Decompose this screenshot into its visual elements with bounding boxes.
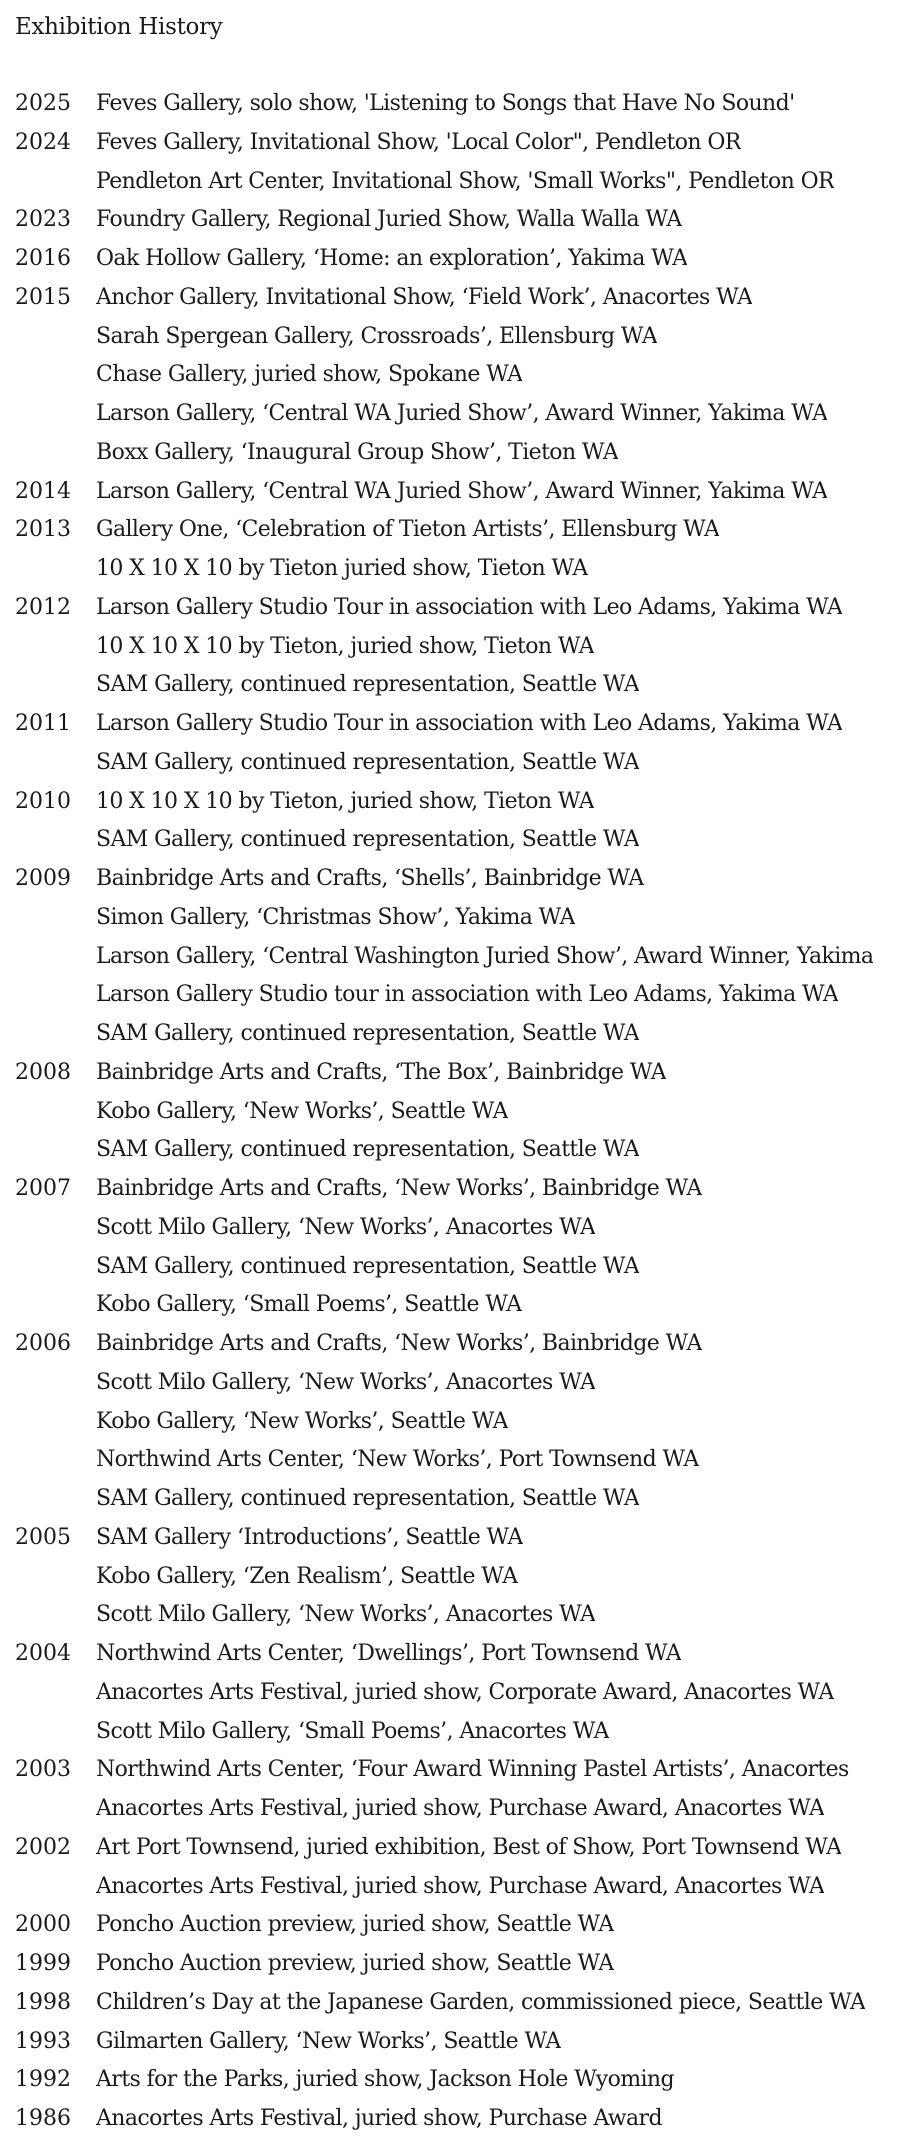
- exhibition-entry: Poncho Auction preview, juried show, Seattle WA: [96, 1951, 614, 1976]
- exhibition-year: 2008: [15, 1059, 71, 1085]
- exhibition-entry: Foundry Gallery, Regional Juried Show, Walla Walla WA: [96, 207, 682, 233]
- exhibition-entry: Scott Milo Gallery, ‘New Works’, Anacortes WA: [96, 1214, 596, 1240]
- exhibition-row: [0, 784, 907, 823]
- exhibition-year: 2024: [15, 129, 71, 155]
- exhibition-year: 2009: [15, 866, 71, 891]
- exhibition-year: 2002: [15, 1834, 71, 1860]
- exhibition-row: [0, 86, 907, 125]
- exhibition-entry: Scott Milo Gallery, ‘New Works’, Anacortes WA: [96, 1369, 596, 1395]
- exhibition-row: [0, 939, 907, 978]
- exhibition-entry: Kobo Gallery, ‘New Works’, Seattle WA: [96, 1408, 508, 1434]
- exhibition-row: [0, 861, 907, 900]
- exhibition-entry: Larson Gallery Studio Tour in association with Leo Adams, Yakima WA: [96, 711, 843, 736]
- exhibition-year: 1986: [15, 2106, 71, 2131]
- exhibition-row: [0, 745, 907, 784]
- exhibition-entry: Anacortes Arts Festival, juried show, Purchase Award, Anacortes WA: [96, 1873, 825, 1899]
- exhibition-row: [0, 1830, 907, 1869]
- exhibition-year: 2011: [15, 711, 71, 736]
- exhibition-entry: Gallery One, ‘Celebration of Tieton Artists’, Ellensburg WA: [96, 517, 720, 543]
- exhibition-row: [0, 1094, 907, 1133]
- exhibition-entry: Feves Gallery, solo show, 'Listening to Songs that Have No Sound': [96, 91, 795, 116]
- exhibition-entry: SAM Gallery, continued representation, Seattle WA: [96, 827, 640, 853]
- exhibition-row: [0, 706, 907, 745]
- exhibition-entry: Bainbridge Arts and Crafts, ‘New Works’, Bainbridge WA: [96, 1176, 702, 1201]
- exhibition-entry: 10 X 10 X 10 by Tieton juried show, Tieton WA: [96, 556, 588, 581]
- exhibition-entry: Gilmarten Gallery, ‘New Works’, Seattle WA: [96, 2028, 561, 2054]
- exhibition-entry: Northwind Arts Center, ‘Four Award Winning Pastel Artists’, Anacortes: [96, 1757, 849, 1783]
- exhibition-row: [0, 1365, 907, 1404]
- exhibition-year: 2007: [15, 1176, 71, 1201]
- exhibition-row: [0, 512, 907, 551]
- exhibition-year: 1998: [15, 1989, 71, 2015]
- exhibition-entry: 10 X 10 X 10 by Tieton, juried show, Tieton WA: [96, 788, 595, 814]
- exhibition-entry: Anacortes Arts Festival, juried show, Corporate Award, Anacortes WA: [96, 1679, 834, 1705]
- exhibition-row: [0, 667, 907, 706]
- exhibition-entry: Arts for the Parks, juried show, Jackson Hole Wyoming: [96, 2067, 674, 2093]
- exhibition-row: [0, 1287, 907, 1326]
- exhibition-entry: Feves Gallery, Invitational Show, 'Local Color", Pendleton OR: [96, 129, 741, 155]
- exhibition-row: [0, 396, 907, 435]
- exhibition-row: [0, 1404, 907, 1443]
- exhibition-entry: Scott Milo Gallery, ‘Small Poems’, Anacortes WA: [96, 1718, 609, 1744]
- exhibition-row: [0, 1559, 907, 1598]
- exhibition-entry: Northwind Arts Center, ‘New Works’, Port Townsend WA: [96, 1447, 699, 1473]
- exhibition-year: 2013: [15, 517, 71, 543]
- exhibition-row: [0, 900, 907, 939]
- exhibition-entry: Poncho Auction preview, juried show, Seattle WA: [96, 1912, 614, 1938]
- exhibition-row: [0, 629, 907, 668]
- exhibition-entry: 10 X 10 X 10 by Tieton, juried show, Tieton WA: [96, 633, 595, 659]
- exhibition-year: 2012: [15, 594, 71, 620]
- exhibition-entry: Children’s Day at the Japanese Garden, commissioned piece, Seattle WA: [96, 1989, 866, 2015]
- exhibition-row: [0, 474, 907, 513]
- exhibition-row: [0, 977, 907, 1016]
- exhibition-row: [0, 1055, 907, 1094]
- exhibition-row: [0, 1442, 907, 1481]
- exhibition-row: [0, 435, 907, 474]
- exhibition-entry: Larson Gallery, ‘Central WA Juried Show’, Award Winner, Yakima WA: [96, 478, 828, 504]
- exhibition-year: 2025: [15, 91, 71, 116]
- exhibition-year: 2023: [15, 207, 71, 233]
- exhibition-entry: SAM Gallery ‘Introductions’, Seattle WA: [96, 1524, 523, 1550]
- exhibition-entry: Larson Gallery Studio Tour in association with Leo Adams, Yakima WA: [96, 594, 843, 620]
- exhibition-year: 2016: [15, 246, 71, 271]
- exhibition-row: [0, 1132, 907, 1171]
- exhibition-list: [0, 86, 907, 2140]
- exhibition-row: [0, 1791, 907, 1830]
- exhibition-row: [0, 164, 907, 203]
- exhibition-entry: Bainbridge Arts and Crafts, ‘The Box’, Bainbridge WA: [96, 1059, 667, 1085]
- exhibition-entry: Kobo Gallery, ‘Zen Realism’, Seattle WA: [96, 1563, 518, 1589]
- exhibition-row: [0, 319, 907, 358]
- exhibition-entry: Scott Milo Gallery, ‘New Works’, Anacortes WA: [96, 1602, 596, 1628]
- exhibition-row: [0, 241, 907, 280]
- exhibition-entry: SAM Gallery, continued representation, Seattle WA: [96, 1021, 640, 1046]
- exhibition-row: [0, 2062, 907, 2101]
- exhibition-year: 2015: [15, 284, 71, 310]
- exhibition-row: [0, 822, 907, 861]
- exhibition-row: [0, 1907, 907, 1946]
- exhibition-entry: Pendleton Art Center, Invitational Show, 'Small Works", Pendleton OR: [96, 168, 834, 194]
- exhibition-row: [0, 2024, 907, 2063]
- exhibition-entry: Simon Gallery, ‘Christmas Show’, Yakima WA: [96, 904, 575, 930]
- exhibition-row: [0, 2101, 907, 2140]
- exhibition-year: 2005: [15, 1524, 71, 1550]
- exhibition-entry: SAM Gallery, continued representation, Seattle WA: [96, 1137, 640, 1163]
- exhibition-row: [0, 1752, 907, 1791]
- exhibition-year: 2004: [15, 1641, 71, 1666]
- exhibition-entry: Bainbridge Arts and Crafts, ‘Shells’, Bainbridge WA: [96, 866, 644, 891]
- exhibition-entry: Larson Gallery Studio tour in association with Leo Adams, Yakima WA: [96, 982, 839, 1008]
- exhibition-row: [0, 1171, 907, 1210]
- exhibition-entry: Art Port Townsend, juried exhibition, Best of Show, Port Townsend WA: [96, 1834, 842, 1860]
- exhibition-entry: Oak Hollow Gallery, ‘Home: an exploration’, Yakima WA: [96, 246, 688, 271]
- exhibition-entry: Larson Gallery, ‘Central Washington Juried Show’, Award Winner, Yakima: [96, 943, 874, 969]
- exhibition-entry: Chase Gallery, juried show, Spokane WA: [96, 362, 523, 388]
- exhibition-year: 2003: [15, 1757, 71, 1783]
- exhibition-entry: SAM Gallery, continued representation, Seattle WA: [96, 1253, 640, 1279]
- exhibition-row: [0, 1520, 907, 1559]
- exhibition-row: [0, 1636, 907, 1675]
- exhibition-row: [0, 1985, 907, 2024]
- exhibition-row: [0, 202, 907, 241]
- exhibition-row: [0, 590, 907, 629]
- exhibition-row: [0, 280, 907, 319]
- page-title: Exhibition History: [15, 14, 223, 40]
- exhibition-row: [0, 1016, 907, 1055]
- exhibition-row: [0, 1481, 907, 1520]
- exhibition-entry: Bainbridge Arts and Crafts, ‘New Works’, Bainbridge WA: [96, 1331, 702, 1356]
- exhibition-entry: SAM Gallery, continued representation, Seattle WA: [96, 1486, 640, 1511]
- exhibition-year: 2000: [15, 1912, 71, 1938]
- exhibition-year: 2014: [15, 478, 71, 504]
- exhibition-row: [0, 1675, 907, 1714]
- exhibition-row: [0, 1326, 907, 1365]
- exhibition-row: [0, 125, 907, 164]
- exhibition-entry: Anacortes Arts Festival, juried show, Purchase Award, Anacortes WA: [96, 1796, 825, 1821]
- exhibition-row: [0, 1946, 907, 1985]
- exhibition-year: 1993: [15, 2028, 71, 2054]
- exhibition-entry: SAM Gallery, continued representation, Seattle WA: [96, 749, 640, 775]
- exhibition-entry: Boxx Gallery, ‘Inaugural Group Show’, Tieton WA: [96, 439, 619, 465]
- exhibition-row: [0, 1714, 907, 1753]
- exhibition-entry: Sarah Spergean Gallery, Crossroads’, Ellensburg WA: [96, 323, 658, 349]
- exhibition-row: [0, 1869, 907, 1908]
- exhibition-row: [0, 1210, 907, 1249]
- exhibition-entry: Anchor Gallery, Invitational Show, ‘Field Work’, Anacortes WA: [96, 284, 753, 310]
- exhibition-entry: Anacortes Arts Festival, juried show, Purchase Award: [96, 2106, 662, 2131]
- exhibition-year: 1992: [15, 2067, 71, 2093]
- exhibition-year: 2010: [15, 788, 71, 814]
- exhibition-entry: Kobo Gallery, ‘New Works’, Seattle WA: [96, 1098, 508, 1124]
- exhibition-row: [0, 551, 907, 590]
- exhibition-entry: SAM Gallery, continued representation, Seattle WA: [96, 672, 640, 698]
- exhibition-entry: Northwind Arts Center, ‘Dwellings’, Port Townsend WA: [96, 1641, 682, 1666]
- exhibition-row: [0, 357, 907, 396]
- exhibition-entry: Larson Gallery, ‘Central WA Juried Show’, Award Winner, Yakima WA: [96, 401, 828, 426]
- exhibition-entry: Kobo Gallery, ‘Small Poems’, Seattle WA: [96, 1292, 522, 1318]
- exhibition-row: [0, 1249, 907, 1288]
- exhibition-year: 1999: [15, 1951, 71, 1976]
- exhibition-row: [0, 1597, 907, 1636]
- exhibition-year: 2006: [15, 1331, 71, 1356]
